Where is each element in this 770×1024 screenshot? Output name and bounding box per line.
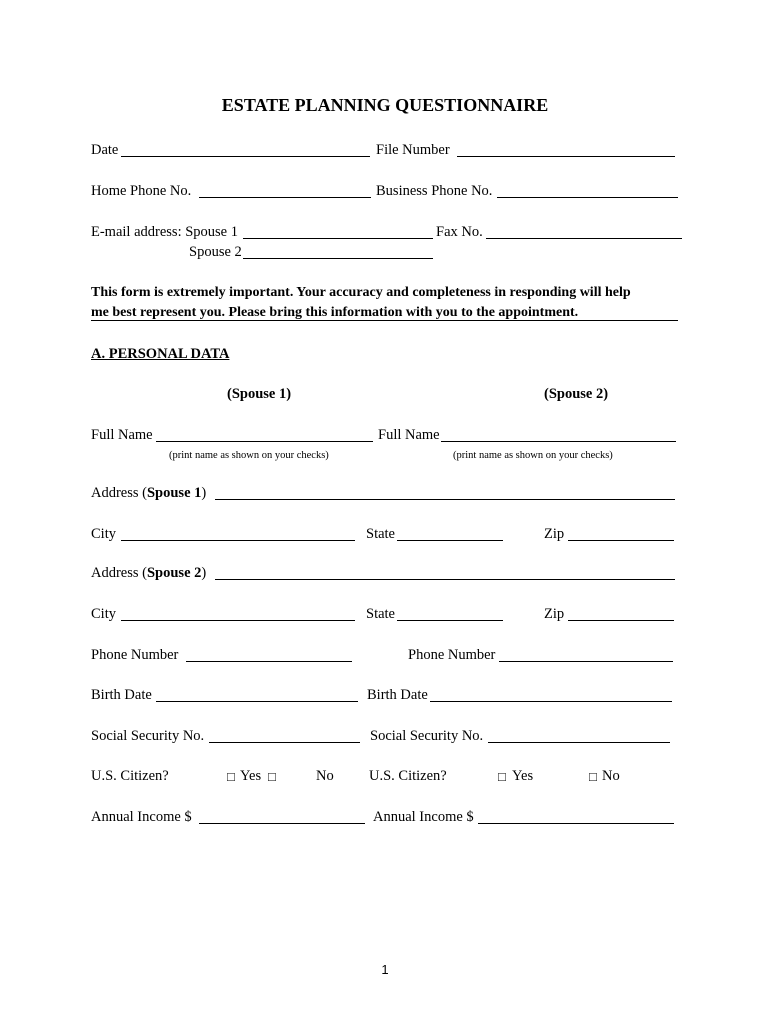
full-name-field-spouse1[interactable] [156, 441, 373, 442]
zip-label-1: Zip [544, 526, 565, 542]
date-label: Date [91, 142, 119, 158]
zip-field-1[interactable] [568, 540, 674, 541]
ssn-field-spouse2[interactable] [488, 742, 670, 743]
state-label-1: State [366, 526, 395, 542]
ssn-label-spouse1: Social Security No. [91, 728, 205, 744]
income-field-spouse1[interactable] [199, 823, 365, 824]
state-field-2[interactable] [397, 620, 503, 621]
citizen-no-checkbox-spouse1[interactable]: □ [268, 769, 276, 784]
email-spouse1-label: E-mail address: Spouse 1 [91, 224, 238, 240]
phone-field-spouse1[interactable] [186, 661, 352, 662]
notice-line-1: This form is extremely important. Your accuracy and completeness in responding will help [91, 285, 631, 300]
citizen-no-checkbox-spouse2[interactable]: □ [589, 769, 597, 784]
zip-label-2: Zip [544, 606, 565, 622]
citizen-label-spouse1: U.S. Citizen? [91, 768, 169, 784]
spouse1-column-header: (Spouse 1) [227, 386, 292, 402]
file-number-label: File Number [376, 142, 450, 158]
address-spouse2-field[interactable] [215, 579, 675, 580]
business-phone-field[interactable] [497, 197, 678, 198]
section-a-heading: A. PERSONAL DATA [91, 346, 230, 362]
citizen-yes-checkbox-spouse1[interactable]: □ [227, 769, 235, 784]
full-name-label-spouse1: Full Name [91, 427, 153, 443]
citizen-no-label-spouse1: No [316, 768, 334, 784]
notice-line-2: me best represent you. Please bring this information with you to the appointment. [91, 305, 579, 320]
full-name-label-spouse2: Full Name [378, 427, 440, 443]
page-title: ESTATE PLANNING QUESTIONNAIRE [221, 95, 549, 115]
business-phone-label: Business Phone No. [376, 183, 493, 199]
birth-date-field-spouse2[interactable] [430, 701, 672, 702]
notice-underline [91, 320, 678, 321]
ssn-field-spouse1[interactable] [209, 742, 360, 743]
zip-field-2[interactable] [568, 620, 674, 621]
state-field-1[interactable] [397, 540, 503, 541]
address-spouse1-label: Address (Spouse 1) [91, 485, 207, 501]
citizen-yes-label-spouse1: Yes [240, 768, 262, 784]
home-phone-field[interactable] [199, 197, 371, 198]
full-name-hint-spouse2: (print name as shown on your checks) [453, 450, 613, 461]
birth-date-label-spouse1: Birth Date [91, 687, 152, 703]
address-spouse2-label: Address (Spouse 2) [91, 565, 207, 581]
city-label-2: City [91, 606, 116, 622]
full-name-field-spouse2[interactable] [441, 441, 676, 442]
citizen-yes-checkbox-spouse2[interactable]: □ [498, 769, 506, 784]
citizen-label-spouse2: U.S. Citizen? [369, 768, 447, 784]
date-field[interactable] [121, 156, 370, 157]
birth-date-field-spouse1[interactable] [156, 701, 358, 702]
email-spouse2-label: Spouse 2 [189, 244, 242, 260]
spouse2-column-header: (Spouse 2) [544, 386, 609, 402]
email-spouse1-field[interactable] [243, 238, 433, 239]
city-label-1: City [91, 526, 116, 542]
state-label-2: State [366, 606, 395, 622]
citizen-no-label-spouse2: No [602, 768, 620, 784]
city-field-2[interactable] [121, 620, 355, 621]
page-number: 1 [381, 962, 389, 977]
income-label-spouse2: Annual Income $ [373, 809, 474, 825]
file-number-field[interactable] [457, 156, 675, 157]
fax-field[interactable] [486, 238, 682, 239]
email-spouse2-field[interactable] [243, 258, 433, 259]
city-field-1[interactable] [121, 540, 355, 541]
phone-label-spouse1: Phone Number [91, 647, 179, 663]
income-field-spouse2[interactable] [478, 823, 674, 824]
address-spouse1-field[interactable] [215, 499, 675, 500]
fax-label: Fax No. [436, 224, 483, 240]
citizen-yes-label-spouse2: Yes [512, 768, 534, 784]
ssn-label-spouse2: Social Security No. [370, 728, 484, 744]
home-phone-label: Home Phone No. [91, 183, 192, 199]
full-name-hint-spouse1: (print name as shown on your checks) [169, 450, 329, 461]
phone-label-spouse2: Phone Number [408, 647, 496, 663]
phone-field-spouse2[interactable] [499, 661, 673, 662]
birth-date-label-spouse2: Birth Date [367, 687, 428, 703]
income-label-spouse1: Annual Income $ [91, 809, 192, 825]
